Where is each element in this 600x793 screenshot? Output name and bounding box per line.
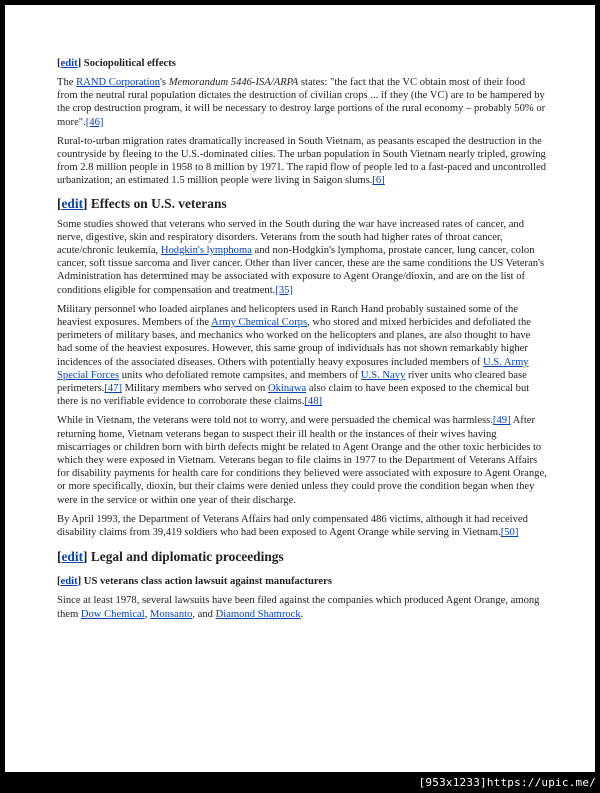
paragraph	[57, 513, 547, 539]
diamond-shamrock-link[interactable]: Diamond Shamrock	[215, 608, 301, 620]
citation-link[interactable]: [50]	[500, 527, 519, 539]
citation-link[interactable]: [35]	[275, 284, 293, 296]
text: By April 1993, the Department of Veterans Affairs had only compensated 486 victims, although it had received disability claims from 39,419 soldiers who had been exposed to Agent Orange while serving in Vietnam.	[57, 513, 528, 539]
text: Military personnel who loaded airplanes and helicopters used in Ranch Hand probably sustained some of the heaviest exposures. Members of the	[57, 303, 519, 329]
edit-link[interactable]: edit	[60, 58, 78, 69]
hodgkins-lymphoma-link[interactable]: Hodgkin's lymphoma	[160, 245, 252, 257]
text: The	[57, 77, 77, 88]
heading-text: US veterans class action lawsuit against manufacturers	[83, 576, 332, 588]
us-navy-link[interactable]: U.S. Navy	[360, 369, 406, 381]
paragraph	[57, 303, 547, 409]
heading-legal-proceedings: [edit] Legal and diplomatic proceedings	[57, 549, 284, 565]
text: Military members who served on	[122, 383, 268, 395]
paragraph	[57, 414, 547, 506]
text: Since at least 1978, several lawsuits have been filed against the companies which produced Agent Orange, among them	[57, 595, 540, 620]
text: ,	[144, 608, 150, 620]
text: also claim to have been exposed to the chemical but there is no verifiable evidence to corroborate these claims.	[57, 383, 530, 408]
text: , and	[192, 608, 216, 620]
heading-text: Legal and diplomatic proceedings	[90, 549, 284, 565]
army-chemical-corps-link[interactable]: Army Chemical Corps	[211, 317, 308, 329]
text: Rural-to-urban migration rates dramatically increased in South Vietnam, as peasants escaped the destruction in the countryside by fleeing to the U.S.-dominated cities. The urban population in South Vietnam nearly tripled, growing from 2.8 million people in 1958 to 8 million by 1971. The rapid flow of people led to a fast-paced and uncontrolled urbanization; an estimated 1.5 million people were living in Saigon slums.	[57, 135, 547, 187]
heading-sociopolitical-effects: [edit] Sociopolitical effects	[57, 58, 176, 69]
rand-corporation-link[interactable]: RAND Corporation	[76, 77, 160, 88]
paragraph	[57, 218, 547, 297]
heading-class-action-lawsuit: [edit] US veterans class action lawsuit against manufacturers	[57, 576, 332, 588]
text: While in Vietnam, the veterans were told not to worry, and were persuaded the chemical was harmless.	[57, 415, 493, 427]
citation-link[interactable]: [46]	[85, 116, 104, 128]
image-host-watermark: [953x1233]https://upic.me/	[418, 776, 596, 789]
text: river units who cleared base perimeters.	[57, 369, 527, 395]
text: and non-Hodgkin's lymphoma, prostate cancer, lung cancer, colon cancer, soft tissue sarcoma and liver cancer. Other than liver cancer, these are the same conditions the US Veteran's Administration has determined may be associated with exposure to Agent Orange/dioxin, and are on the list of conditions eligible for compensation and treatment.	[57, 245, 545, 296]
heading-text: Effects on U.S. veterans	[90, 195, 227, 211]
edit-link[interactable]: edit	[61, 549, 84, 565]
edit-link[interactable]: edit	[61, 195, 84, 211]
dow-chemical-link[interactable]: Dow Chemical	[80, 608, 145, 620]
heading-effects-on-us-veterans: [edit] Effects on U.S. veterans	[57, 195, 227, 211]
citation-link[interactable]: [48]	[304, 396, 323, 408]
okinawa-link[interactable]: Okinawa	[267, 383, 307, 395]
paragraph	[57, 594, 547, 620]
text: 's	[160, 77, 169, 88]
citation-link[interactable]: [6]	[372, 175, 385, 187]
text: After returning home, Vietnam veterans began to suspect their ill health or the instances of their wives having miscarriages or children born with birth defects might be related to Agent Orange and the other toxic herbicides to which they were exposed in Vietnam. Veterans began to file claims in 1977 to the Department of Veterans Affairs for disability payments for health care for conditions they believed were associated with exposure to Agent Orange, or more specifically, dioxin, but their claims were denied unless they could prove the condition began when they were in the service or within one year of their discharge.	[57, 415, 547, 506]
citation-link[interactable]: [49]	[492, 415, 511, 427]
memorandum-title: Memorandum 5446-ISA/ARPA	[168, 77, 299, 88]
special-forces-link[interactable]: U.S. Army Special Forces	[57, 356, 529, 381]
monsanto-link[interactable]: Monsanto	[149, 608, 193, 620]
document-page	[5, 5, 595, 772]
article-content	[57, 57, 547, 627]
text: units who defoliated remote campsites, and members of	[119, 369, 361, 381]
text: , who stored and mixed herbicides and defoliated the perimeters of military bases, and mechanics who worked on the helicopters and planes, are also thought to have had some of the heaviest exposures. However, this same group of individuals has not shown remarkably higher incidences of the associated diseases. Others with potentially heavy exposures included members of	[57, 317, 531, 368]
text: .	[300, 608, 304, 620]
edit-link[interactable]: edit	[60, 576, 78, 588]
heading-text: Sociopolitical effects	[83, 58, 176, 69]
citation-link[interactable]: [47]	[104, 383, 123, 395]
paragraph	[57, 76, 547, 129]
text: states: "the fact that the VC obtain most of their food from the neutral rural population dictates the destruction of civilian crops ... if they (the VC) are to be hampered by the crop destruction program, it will be necessary to destroy large portions of the rural economy – probably 50% or more".	[57, 77, 546, 128]
text: Some studies showed that veterans who served in the South during the war have increased rates of cancer, and nerve, digestive, skin and respiratory disorders. Veterans from the south had higher rates of throat cancer, acute/chronic leukemia,	[57, 218, 525, 257]
paragraph	[57, 135, 547, 188]
